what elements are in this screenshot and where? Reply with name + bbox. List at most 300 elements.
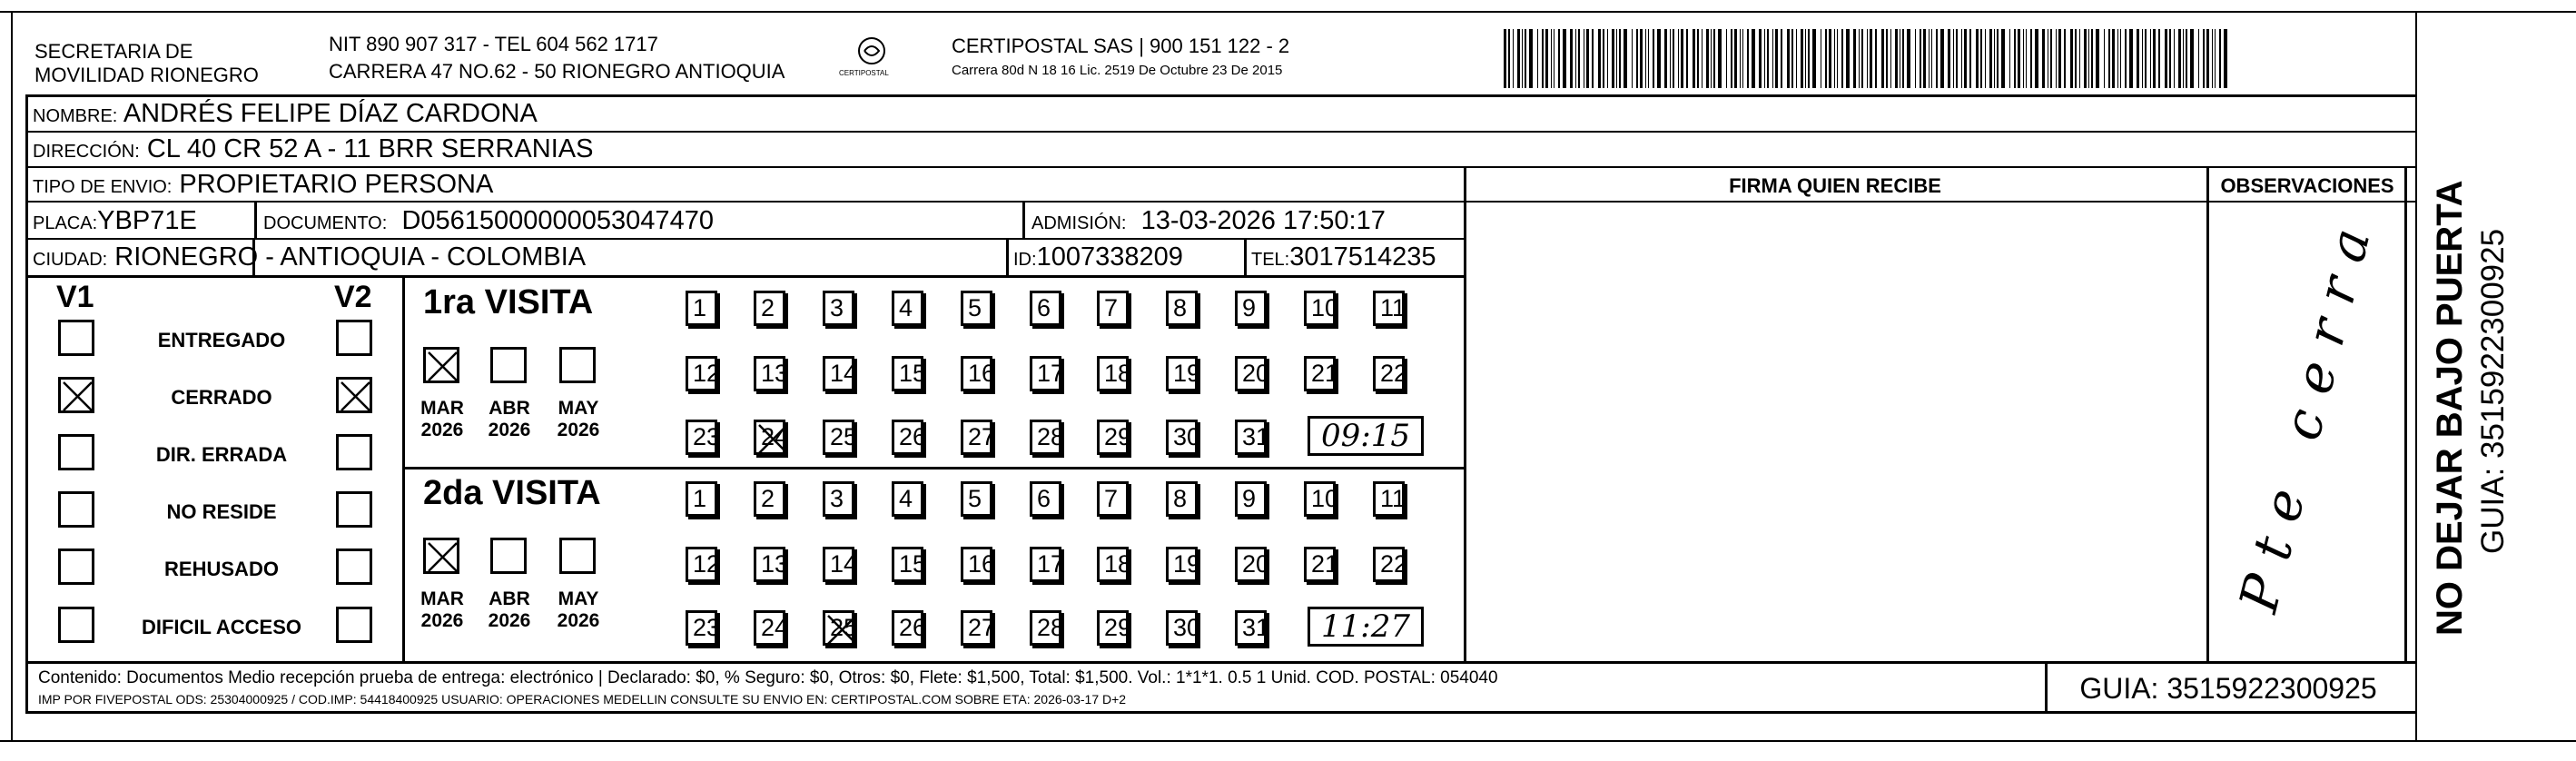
barcode-bar — [2219, 29, 2221, 88]
day-box[interactable]: 7 — [1097, 481, 1129, 517]
barcode-bar — [1834, 29, 1835, 88]
year-label: 2026 — [420, 420, 464, 440]
day-box[interactable]: 6 — [1030, 291, 1061, 326]
barcode-bar — [1829, 29, 1831, 88]
certipostal-logo — [854, 35, 890, 71]
barcode-bar — [1653, 29, 1654, 88]
barcode-bar — [2186, 29, 2187, 88]
barcode-bar — [2091, 29, 2093, 88]
day-box[interactable]: 8 — [1166, 291, 1198, 326]
month-label: MAY — [558, 588, 599, 609]
barcode-bar — [2117, 29, 2118, 88]
tipo-row — [33, 169, 493, 203]
barcode-bar — [1853, 29, 1856, 88]
barcode-bar — [2023, 29, 2024, 88]
barcode-bar — [1734, 29, 1737, 88]
footer-guia: GUIA: 3515922300925 — [2079, 672, 2377, 705]
day-box[interactable]: 25 — [823, 610, 854, 646]
month-checkbox[interactable] — [423, 538, 459, 574]
barcode-bar — [2145, 29, 2147, 88]
barcode-bar — [1936, 29, 1938, 88]
barcode-bar — [1525, 29, 1526, 88]
reason-label: NO RESIDE — [166, 500, 277, 523]
barcode-bar — [2104, 29, 2105, 88]
barcode-bar — [2056, 29, 2057, 88]
barcode-bar — [1648, 29, 1649, 88]
barcode-bar — [1953, 29, 1954, 88]
barcode-bar — [1902, 29, 1904, 88]
barcode-bar — [1861, 29, 1863, 88]
barcode-bar — [2174, 29, 2175, 88]
admision-label: ADMISIÓN: — [1031, 213, 1127, 233]
admision-row — [1031, 205, 1386, 239]
v1-checkbox[interactable] — [58, 549, 94, 585]
visit1-title: 1ra VISITA — [423, 283, 594, 321]
tel-row — [1251, 242, 1436, 275]
barcode-bar — [1636, 29, 1638, 88]
v2-checkbox[interactable] — [336, 549, 372, 585]
documento-value: D05615000000053047470 — [401, 206, 714, 235]
barcode-bar — [1747, 29, 1749, 88]
signature-area[interactable] — [1464, 203, 2206, 661]
barcode-bar — [2030, 29, 2032, 88]
barcode-bar — [2084, 29, 2087, 88]
barcode-bar — [2198, 29, 2199, 88]
right-edge — [2415, 13, 2417, 742]
row-line — [402, 467, 1465, 469]
check-mark-icon — [756, 422, 783, 452]
reason-label: DIFICIL ACCESO — [141, 616, 301, 638]
ciudad-value: RIONEGRO - ANTIOQUIA - COLOMBIA — [114, 242, 587, 272]
barcode-bar — [1752, 29, 1755, 88]
barcode-bar — [1563, 29, 1566, 88]
placa-label: PLACA: — [33, 213, 98, 233]
day-box[interactable]: 15 — [892, 356, 923, 391]
placa-row — [33, 205, 197, 239]
barcode-bar — [1841, 29, 1843, 88]
barcode-bar — [1875, 29, 1877, 88]
barcode-bar — [2088, 29, 2089, 88]
barcode-bar — [1645, 29, 1646, 88]
row-line — [25, 711, 2415, 714]
day-box[interactable]: 16 — [961, 547, 992, 582]
nombre-label: NOMBRE: — [33, 106, 118, 126]
month-checkbox[interactable] — [490, 347, 527, 383]
handwritten-note: Pte cerra — [2227, 204, 2387, 618]
barcode-bar — [1670, 29, 1671, 88]
barcode-bar — [1989, 29, 1992, 88]
day-box[interactable]: 21 — [1304, 356, 1336, 391]
documento-row — [263, 205, 714, 239]
barcode-bar — [2070, 29, 2073, 88]
barcode-bar — [1624, 29, 1627, 88]
barcode-bar — [1693, 29, 1695, 88]
year-label: 2026 — [557, 420, 600, 440]
logo-text: CERTIPOSTAL — [839, 69, 889, 77]
nit-block — [329, 33, 785, 84]
barcode-bar — [1706, 29, 1709, 88]
day-box[interactable]: 17 — [1030, 547, 1061, 582]
barcode-bar — [1881, 29, 1884, 88]
tipo-label: TIPO DE ENVIO: — [33, 177, 173, 197]
barcode-bar — [1657, 29, 1661, 88]
barcode-bar — [1929, 29, 1930, 88]
month-year — [485, 588, 534, 632]
barcode-bar — [2112, 29, 2115, 88]
barcode-bar — [1976, 29, 1979, 88]
barcode-bar — [1870, 29, 1872, 88]
side-guia: GUIA: 3515922300925 — [2475, 228, 2511, 554]
barcode-bar — [1592, 29, 1594, 88]
day-box[interactable]: 31 — [1235, 610, 1267, 646]
reason-label: DIR. ERRADA — [155, 443, 288, 466]
day-box[interactable]: 16 — [961, 356, 992, 391]
day-box[interactable]: 18 — [1097, 547, 1129, 582]
row-line — [25, 275, 1465, 278]
v1-checkbox[interactable] — [58, 607, 94, 643]
barcode-bar — [1994, 29, 1995, 88]
barcode-bar — [1598, 29, 1601, 88]
placa-value: YBP71E — [97, 206, 197, 235]
v2-checkbox[interactable] — [336, 377, 372, 413]
row-line — [25, 661, 2415, 664]
barcode-bar — [2125, 29, 2127, 88]
v2-checkbox[interactable] — [336, 491, 372, 528]
day-box[interactable]: 27 — [961, 420, 992, 455]
barcode — [1504, 29, 2230, 88]
courier-block — [952, 35, 1289, 80]
day-box[interactable]: 30 — [1166, 610, 1198, 646]
barcode-bar — [1545, 29, 1548, 88]
barcode-bar — [1640, 29, 1643, 88]
barcode-bar — [1812, 29, 1816, 88]
barcode-bar — [2203, 29, 2205, 88]
barcode-bar — [2206, 29, 2209, 88]
barcode-bar — [1537, 29, 1538, 88]
day-box[interactable]: 5 — [961, 481, 992, 517]
direccion-value: CL 40 CR 52 A - 11 BRR SERRANIAS — [146, 134, 594, 163]
month-label: ABR — [489, 588, 530, 609]
direccion-row — [33, 133, 593, 167]
barcode-bar — [1742, 29, 1743, 88]
barcode-bar — [1578, 29, 1580, 88]
barcode-bar — [2009, 29, 2010, 88]
firma-header: FIRMA QUIEN RECIBE — [1729, 174, 1941, 197]
month-year — [418, 398, 467, 441]
barcode-bar — [2153, 29, 2156, 88]
barcode-bar — [1964, 29, 1967, 88]
barcode-bar — [1673, 29, 1674, 88]
day-box[interactable]: 14 — [823, 547, 854, 582]
barcode-bar — [1702, 29, 1703, 88]
month-label: MAR — [420, 588, 464, 609]
month-checkbox[interactable] — [559, 538, 596, 574]
barcode-bar — [1551, 29, 1552, 88]
barcode-bar — [2026, 29, 2027, 88]
month-label: MAR — [420, 398, 464, 419]
barcode-bar — [1616, 29, 1617, 88]
barcode-bar — [2178, 29, 2181, 88]
day-box[interactable]: 8 — [1166, 481, 1198, 517]
day-box[interactable]: 9 — [1235, 291, 1267, 326]
v1-checkbox[interactable] — [58, 434, 94, 470]
barcode-bar — [1718, 29, 1722, 88]
barcode-bar — [1915, 29, 1916, 88]
courier-line2: Carrera 80d N 18 16 Lic. 2519 De Octubre 23 De 2015 — [952, 63, 1283, 78]
year-label: 2026 — [488, 420, 531, 440]
barcode-bar — [1686, 29, 1688, 88]
barcode-bar — [2212, 29, 2213, 88]
day-box[interactable]: 12 — [686, 547, 717, 582]
ciudad-row — [33, 242, 586, 275]
observaciones-header: OBSERVACIONES — [2220, 174, 2394, 197]
check-mark-icon — [61, 380, 92, 410]
barcode-bar — [1678, 29, 1679, 88]
day-box[interactable]: 19 — [1166, 547, 1198, 582]
month-checkbox[interactable] — [423, 347, 459, 383]
barcode-bar — [1796, 29, 1797, 88]
barcode-bar — [1575, 29, 1576, 88]
grid-left — [25, 94, 28, 712]
barcode-bar — [1837, 29, 1838, 88]
day-box[interactable]: 31 — [1235, 420, 1267, 455]
barcode-bar — [2108, 29, 2110, 88]
sender-block — [35, 40, 259, 87]
day-box[interactable]: 15 — [892, 547, 923, 582]
barcode-bar — [2096, 29, 2099, 88]
observaciones-area[interactable] — [2209, 203, 2405, 661]
sender-line2: MOVILIDAD RIONEGRO — [35, 64, 259, 86]
barcode-bar — [1697, 29, 1699, 88]
day-box[interactable]: 30 — [1166, 420, 1198, 455]
barcode-bar — [1867, 29, 1868, 88]
barcode-bar — [2058, 29, 2061, 88]
barcode-bar — [2169, 29, 2171, 88]
barcode-bar — [1772, 29, 1773, 88]
v2-checkbox[interactable] — [336, 320, 372, 356]
reason-label: ENTREGADO — [157, 329, 286, 351]
day-box[interactable]: 12 — [686, 356, 717, 391]
barcode-bar — [2158, 29, 2160, 88]
month-label: ABR — [489, 398, 530, 419]
day-box[interactable]: 29 — [1097, 420, 1129, 455]
check-mark-icon — [825, 613, 852, 643]
barcode-bar — [2079, 29, 2080, 88]
day-box[interactable]: 11 — [1373, 291, 1405, 326]
barcode-bar — [1969, 29, 1971, 88]
day-box[interactable]: 22 — [1373, 356, 1405, 391]
day-box[interactable]: 20 — [1235, 547, 1267, 582]
day-box[interactable]: 1 — [686, 481, 717, 517]
barcode-bar — [1570, 29, 1573, 88]
day-box[interactable]: 20 — [1235, 356, 1267, 391]
barcode-bar — [1529, 29, 1533, 88]
barcode-bar — [2137, 29, 2139, 88]
id-row — [1013, 242, 1183, 275]
day-box[interactable]: 27 — [961, 610, 992, 646]
day-box[interactable]: 4 — [892, 481, 923, 517]
barcode-bar — [2018, 29, 2020, 88]
check-mark-icon — [339, 380, 370, 410]
barcode-bar — [1711, 29, 1712, 88]
tipo-value: PROPIETARIO PERSONA — [179, 170, 494, 199]
day-box[interactable]: 19 — [1166, 356, 1198, 391]
col-line — [2045, 661, 2048, 711]
month-checkbox[interactable] — [490, 538, 527, 574]
day-box[interactable]: 24 — [754, 610, 785, 646]
nombre-value: ANDRÉS FELIPE DÍAZ CARDONA — [123, 99, 538, 128]
barcode-bar — [1775, 29, 1778, 88]
col-line — [1006, 238, 1009, 275]
barcode-bar — [1886, 29, 1888, 88]
v1-checkbox[interactable] — [58, 491, 94, 528]
day-box[interactable]: 28 — [1030, 610, 1061, 646]
day-box[interactable]: 18 — [1097, 356, 1129, 391]
barcode-bar — [2075, 29, 2077, 88]
day-box[interactable]: 13 — [754, 547, 785, 582]
day-box[interactable]: 9 — [1235, 481, 1267, 517]
barcode-bar — [2129, 29, 2133, 88]
barcode-bar — [1956, 29, 1958, 88]
barcode-bar — [1504, 29, 1506, 88]
day-box[interactable]: 24 — [754, 420, 785, 455]
day-box[interactable]: 4 — [892, 291, 923, 326]
barcode-bar — [1859, 29, 1860, 88]
day-box[interactable]: 26 — [892, 610, 923, 646]
ciudad-label: CIUDAD: — [33, 250, 108, 270]
tel-value: 3017514235 — [1289, 242, 1436, 272]
nit-line2: CARRERA 47 NO.62 - 50 RIONEGRO ANTIOQUIA — [329, 60, 785, 83]
left-edge — [11, 13, 13, 742]
v2-checkbox[interactable] — [336, 434, 372, 470]
day-box[interactable]: 10 — [1304, 481, 1336, 517]
year-label: 2026 — [488, 610, 531, 631]
barcode-bar — [1948, 29, 1950, 88]
footer-line2: IMP POR FIVEPOSTAL ODS: 25304000925 / COD.IMP: 54418400925 USUARIO: OPERACIONES MEDELLIN CONSULTE SU ENVIO EN: CERTIPOSTAL.COM SOBRE ETA: 2026-03-17 D+2 — [38, 692, 1127, 707]
day-box[interactable]: 2 — [754, 481, 785, 517]
barcode-bar — [1607, 29, 1608, 88]
day-box[interactable]: 1 — [686, 291, 717, 326]
month-year — [554, 588, 603, 632]
visit2-title: 2da VISITA — [423, 474, 601, 512]
barcode-bar — [1612, 29, 1614, 88]
barcode-bar — [1890, 29, 1891, 88]
visit-time: 11:27 — [1308, 607, 1424, 647]
visit-time: 09:15 — [1308, 416, 1424, 456]
barcode-bar — [1542, 29, 1544, 88]
barcode-bar — [2050, 29, 2052, 88]
day-box[interactable]: 2 — [754, 291, 785, 326]
barcode-bar — [2064, 29, 2066, 88]
reason-label: CERRADO — [171, 386, 272, 409]
bottom-edge — [0, 740, 2576, 742]
barcode-bar — [2215, 29, 2216, 88]
reason-label: REHUSADO — [164, 558, 279, 580]
barcode-bar — [1764, 29, 1765, 88]
side-warning: NO DEJAR BAJO PUERTA — [2430, 180, 2470, 636]
barcode-bar — [1603, 29, 1604, 88]
day-box[interactable]: 11 — [1373, 481, 1405, 517]
barcode-bar — [2001, 29, 2005, 88]
barcode-bar — [1808, 29, 1810, 88]
col-line — [254, 202, 257, 238]
day-box[interactable]: 28 — [1030, 420, 1061, 455]
courier-line1: CERTIPOSTAL SAS | 900 151 122 - 2 — [952, 35, 1290, 57]
barcode-bar — [1522, 29, 1523, 88]
barcode-bar — [1781, 29, 1782, 88]
barcode-bar — [1920, 29, 1921, 88]
month-checkbox[interactable] — [559, 347, 596, 383]
barcode-bar — [1907, 29, 1910, 88]
day-box[interactable]: 6 — [1030, 481, 1061, 517]
barcode-bar — [1517, 29, 1520, 88]
barcode-bar — [1767, 29, 1769, 88]
day-box[interactable]: 10 — [1304, 291, 1336, 326]
day-box[interactable]: 21 — [1304, 547, 1336, 582]
check-mark-icon — [426, 540, 457, 571]
col-line — [1244, 238, 1247, 275]
day-box[interactable]: 22 — [1373, 547, 1405, 582]
barcode-bar — [1985, 29, 1986, 88]
documento-label: DOCUMENTO: — [263, 213, 388, 233]
v1-label: V1 — [56, 280, 94, 314]
day-box[interactable]: 26 — [892, 420, 923, 455]
v2-checkbox[interactable] — [336, 607, 372, 643]
year-label: 2026 — [557, 610, 600, 631]
barcode-bar — [1931, 29, 1932, 88]
barcode-bar — [2190, 29, 2194, 88]
barcode-bar — [2224, 29, 2227, 88]
day-box[interactable]: 3 — [823, 291, 854, 326]
barcode-bar — [2042, 29, 2045, 88]
barcode-bar — [2150, 29, 2151, 88]
tel-label: TEL: — [1251, 250, 1290, 270]
barcode-bar — [1586, 29, 1589, 88]
day-box[interactable]: 17 — [1030, 356, 1061, 391]
id-value: 1007338209 — [1036, 242, 1183, 272]
col-line — [1022, 202, 1025, 238]
day-box[interactable]: 25 — [823, 420, 854, 455]
day-box[interactable]: 23 — [686, 420, 717, 455]
nombre-row — [33, 98, 538, 132]
row-line — [1464, 201, 2415, 203]
day-box[interactable]: 29 — [1097, 610, 1129, 646]
sender-line1: SECRETARIA DE — [35, 40, 193, 63]
barcode-bar — [2183, 29, 2184, 88]
barcode-bar — [1726, 29, 1727, 88]
barcode-bar — [1961, 29, 1962, 88]
barcode-bar — [1923, 29, 1926, 88]
month-year — [554, 398, 603, 441]
day-box[interactable]: 13 — [754, 356, 785, 391]
barcode-bar — [1895, 29, 1898, 88]
barcode-bar — [1940, 29, 1944, 88]
barcode-bar — [1846, 29, 1850, 88]
direccion-label: DIRECCIÓN: — [33, 142, 140, 162]
day-box[interactable]: 3 — [823, 481, 854, 517]
day-box[interactable]: 23 — [686, 610, 717, 646]
day-box[interactable]: 7 — [1097, 291, 1129, 326]
barcode-bar — [1787, 29, 1790, 88]
barcode-bar — [1632, 29, 1633, 88]
barcode-bar — [2120, 29, 2121, 88]
day-box[interactable]: 14 — [823, 356, 854, 391]
barcode-bar — [1664, 29, 1667, 88]
day-box[interactable]: 5 — [961, 291, 992, 326]
v1-checkbox[interactable] — [58, 377, 94, 413]
barcode-bar — [1997, 29, 1999, 88]
v1-checkbox[interactable] — [58, 320, 94, 356]
